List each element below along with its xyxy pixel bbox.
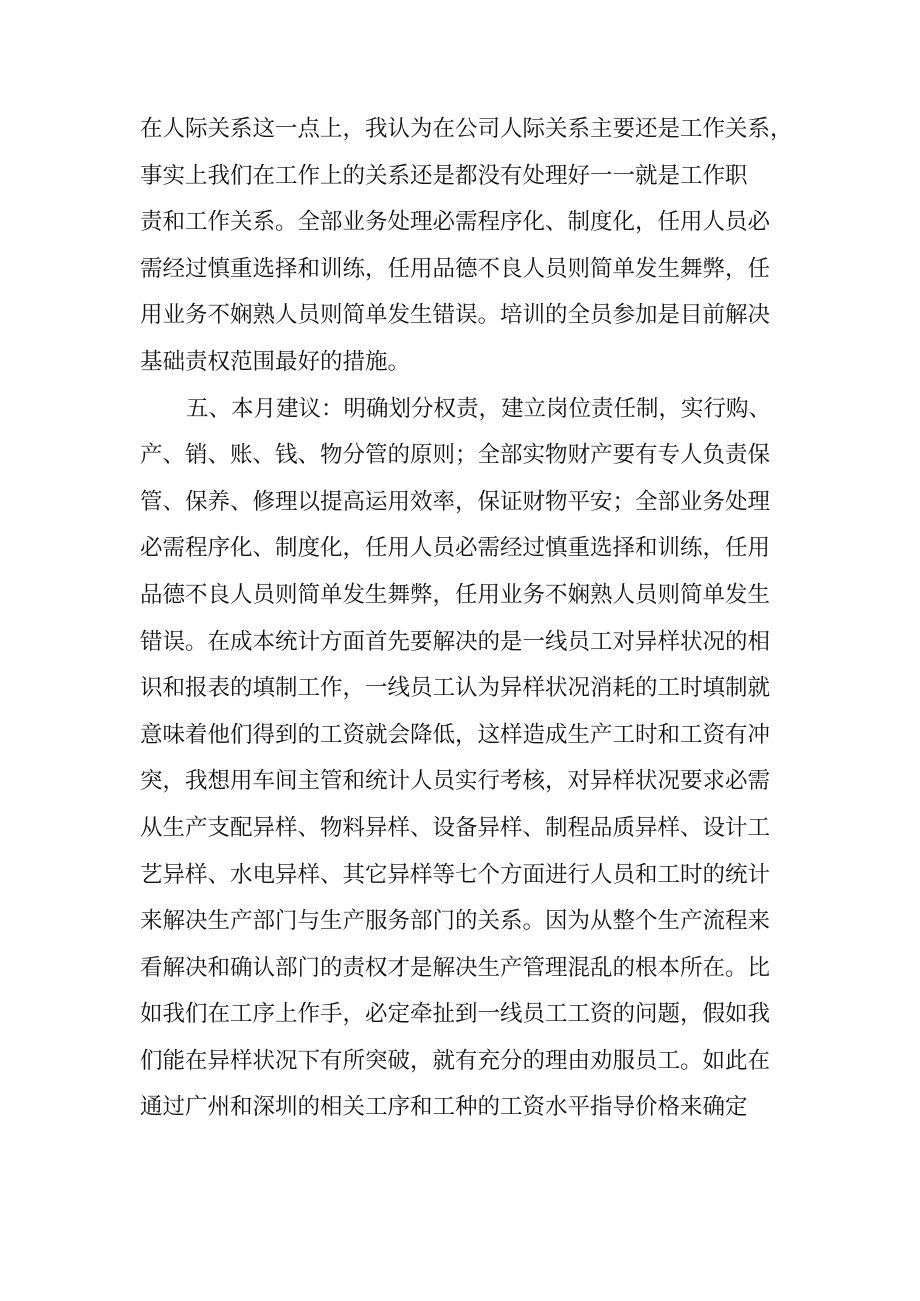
text-line: 来解决生产部门与生产服务部门的关系。因为从整个生产流程来 — [140, 908, 771, 935]
paragraph-suggestions — [140, 386, 800, 1132]
text-line: 必需程序化、制度化，任用人员必需经过慎重选择和训练，任用 — [140, 535, 771, 562]
text-line: 识和报表的填制工作，一线员工认为异样状况消耗的工时填制就 — [140, 675, 771, 702]
text-line: 事实上我们在工作上的关系还是都没有处理好一一就是工作职 — [140, 162, 748, 189]
text-line: 们能在异样状况下有所突破，就有充分的理由劝服员工。如此在 — [140, 1047, 771, 1074]
text-line: 意味着他们得到的工资就会降低，这样造成生产工时和工资有冲 — [140, 721, 771, 748]
text-line: 错误。在成本统计方面首先要解决的是一线员工对异样状况的相 — [140, 628, 771, 655]
text-line: 责和工作关系。全部业务处理必需程序化、制度化，任用人员必 — [140, 209, 771, 236]
text-line: 在人际关系这一点上，我认为在公司人际关系主要还是工作关系， — [140, 116, 793, 142]
text-line: 基础责权范围最好的措施。 — [140, 348, 411, 375]
text-line: 产、销、账、钱、物分管的原则；全部实物财产要有专人负责保 — [140, 442, 771, 469]
text-line: 通过广州和深圳的相关工序和工种的工资水平指导价格来确定 — [140, 1094, 748, 1121]
text-line: 如我们在工序上作手，必定牵扯到一线员工工资的问题，假如我 — [140, 1001, 771, 1028]
text-line: 需经过慎重选择和训练，任用品德不良人员则简单发生舞弊，任 — [140, 255, 771, 282]
paragraph-relations — [140, 106, 800, 386]
text-line: 从生产支配异样、物料异样、设备异样、制程品质异样、设计工 — [140, 814, 771, 841]
text-line: 突，我想用车间主管和统计人员实行考核，对异样状况要求必需 — [140, 768, 771, 795]
text-line: 艺异样、水电异样、其它异样等七个方面进行人员和工时的统计 — [140, 861, 771, 888]
text-line: 用业务不娴熟人员则简单发生错误。培训的全员参加是目前解决 — [140, 302, 771, 329]
text-line: 管、保养、修理以提高运用效率，保证财物平安；全部业务处理 — [140, 488, 771, 515]
text-line: 品德不良人员则简单发生舞弊，任用业务不娴熟人员则简单发生 — [140, 581, 771, 608]
text-line: 看解决和确认部门的责权才是解决生产管理混乱的根本所在。比 — [140, 954, 771, 981]
text-line-first: 五、本月建议：明确划分权责，建立岗位责任制，实行购、 — [186, 395, 772, 422]
document-body — [140, 106, 800, 1131]
